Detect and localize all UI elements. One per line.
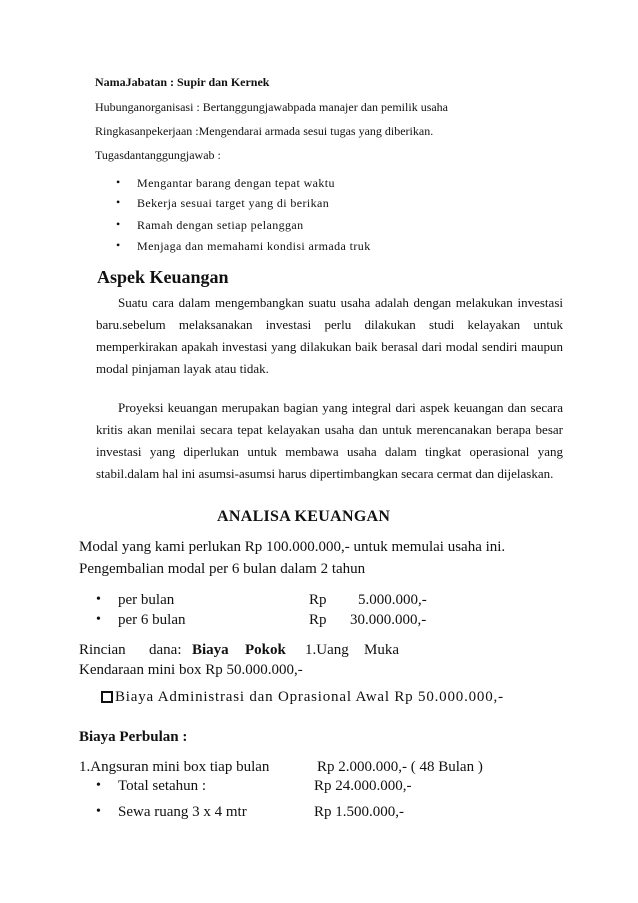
job-summary: Ringkasanpekerjaan :Mengendarai armada sesui tugas yang diberikan. <box>95 124 434 138</box>
aspek-heading: Aspek Keuangan <box>97 267 229 287</box>
return-currency: Rp <box>309 612 327 628</box>
duty-item: Ramah dengan setiap pelanggan <box>137 218 304 232</box>
analisa-heading: ANALISA KEUANGAN <box>217 508 391 525</box>
bullet-icon: • <box>116 195 121 209</box>
duties-label: Tugasdantanggungjawab : <box>95 148 221 162</box>
checkbox-icon <box>101 691 113 703</box>
bullet-icon: • <box>96 612 101 627</box>
duty-item: Bekerja sesuai target yang di berikan <box>137 196 330 210</box>
modal-text: Modal yang kami perlukan Rp 100.000.000,- untuk memulai usaha ini. <box>79 539 506 555</box>
biaya-item-value: Rp 1.500.000,- <box>314 804 404 820</box>
return-label: per bulan <box>118 592 175 608</box>
rincian-word: 1.Uang <box>305 642 349 658</box>
paragraph-line: Suatu cara dalam mengembangkan suatu usaha adalah dengan melakukan investasi <box>118 295 563 310</box>
return-label: per 6 bulan <box>118 612 186 628</box>
job-relation: Hubunganorganisasi : Bertanggungjawabpada manajer dan pemilik usaha <box>95 100 449 114</box>
return-currency: Rp <box>309 592 327 608</box>
bullet-icon: • <box>96 778 101 793</box>
aspek-paragraph-2 <box>96 397 563 485</box>
rincian-word: Biaya <box>192 642 229 658</box>
bullet-icon: • <box>116 175 121 189</box>
bullet-icon: • <box>96 804 101 819</box>
rincian-word: Pokok <box>245 642 286 658</box>
rincian-word: dana: <box>149 642 182 658</box>
return-amount: 30.000.000,- <box>350 612 427 628</box>
biaya-item-value: Rp 24.000.000,- <box>314 778 412 794</box>
pengembalian-text: Pengembalian modal per 6 bulan dalam 2 tahun <box>79 561 366 577</box>
bullet-icon: • <box>116 217 121 231</box>
paragraph-line: kritis akan menilai secara tepat kelayakan usaha dan untuk merencanakan berapa besar <box>96 422 563 437</box>
paragraph-line: baru.sebelum melaksanakan investasi perlu dilakukan studi kelayakan untuk <box>96 317 563 332</box>
angsuran-label: 1.Angsuran mini box tiap bulan <box>79 759 270 775</box>
bullet-icon: • <box>96 592 101 607</box>
paragraph-line: memperkirakan apakah investasi yang dilakukan baik berasal dari modal sendiri maupun <box>96 339 563 354</box>
bullet-icon: • <box>116 238 121 252</box>
return-amount: 5.000.000,- <box>358 592 427 608</box>
rincian-word: Muka <box>364 642 399 658</box>
job-title: NamaJabatan : Supir dan Kernek <box>95 75 270 89</box>
paragraph-line: Proyeksi keuangan merupakan bagian yang integral dari aspek keuangan dan secara <box>118 400 563 415</box>
biaya-item-label: Sewa ruang 3 x 4 mtr <box>118 804 247 820</box>
angsuran-value: Rp 2.000.000,- ( 48 Bulan ) <box>317 759 483 775</box>
aspek-paragraph-1 <box>96 292 563 380</box>
paragraph-line: investasi yang diperlukan untuk membawa usaha dalam tingkat operasional yang <box>96 444 563 459</box>
paragraph-line: modal pinjaman layak atau tidak. <box>96 361 269 376</box>
paragraph-line: stabil.dalam hal ini asumsi-asumsi harus dipertimbangkan secara cermat dan dijelaskan. <box>96 466 554 481</box>
rincian-word: Rincian <box>79 642 126 658</box>
duty-item: Menjaga dan memahami kondisi armada truk <box>137 239 371 253</box>
biaya-perbulan-heading: Biaya Perbulan : <box>79 729 188 745</box>
kendaraan-text: Kendaraan mini box Rp 50.000.000,- <box>79 662 303 678</box>
duty-item: Mengantar barang dengan tepat waktu <box>137 176 335 190</box>
biaya-item-label: Total setahun : <box>118 778 207 794</box>
admin-text: Biaya Administrasi dan Oprasional Awal Rp 50.000.000,- <box>115 689 504 705</box>
